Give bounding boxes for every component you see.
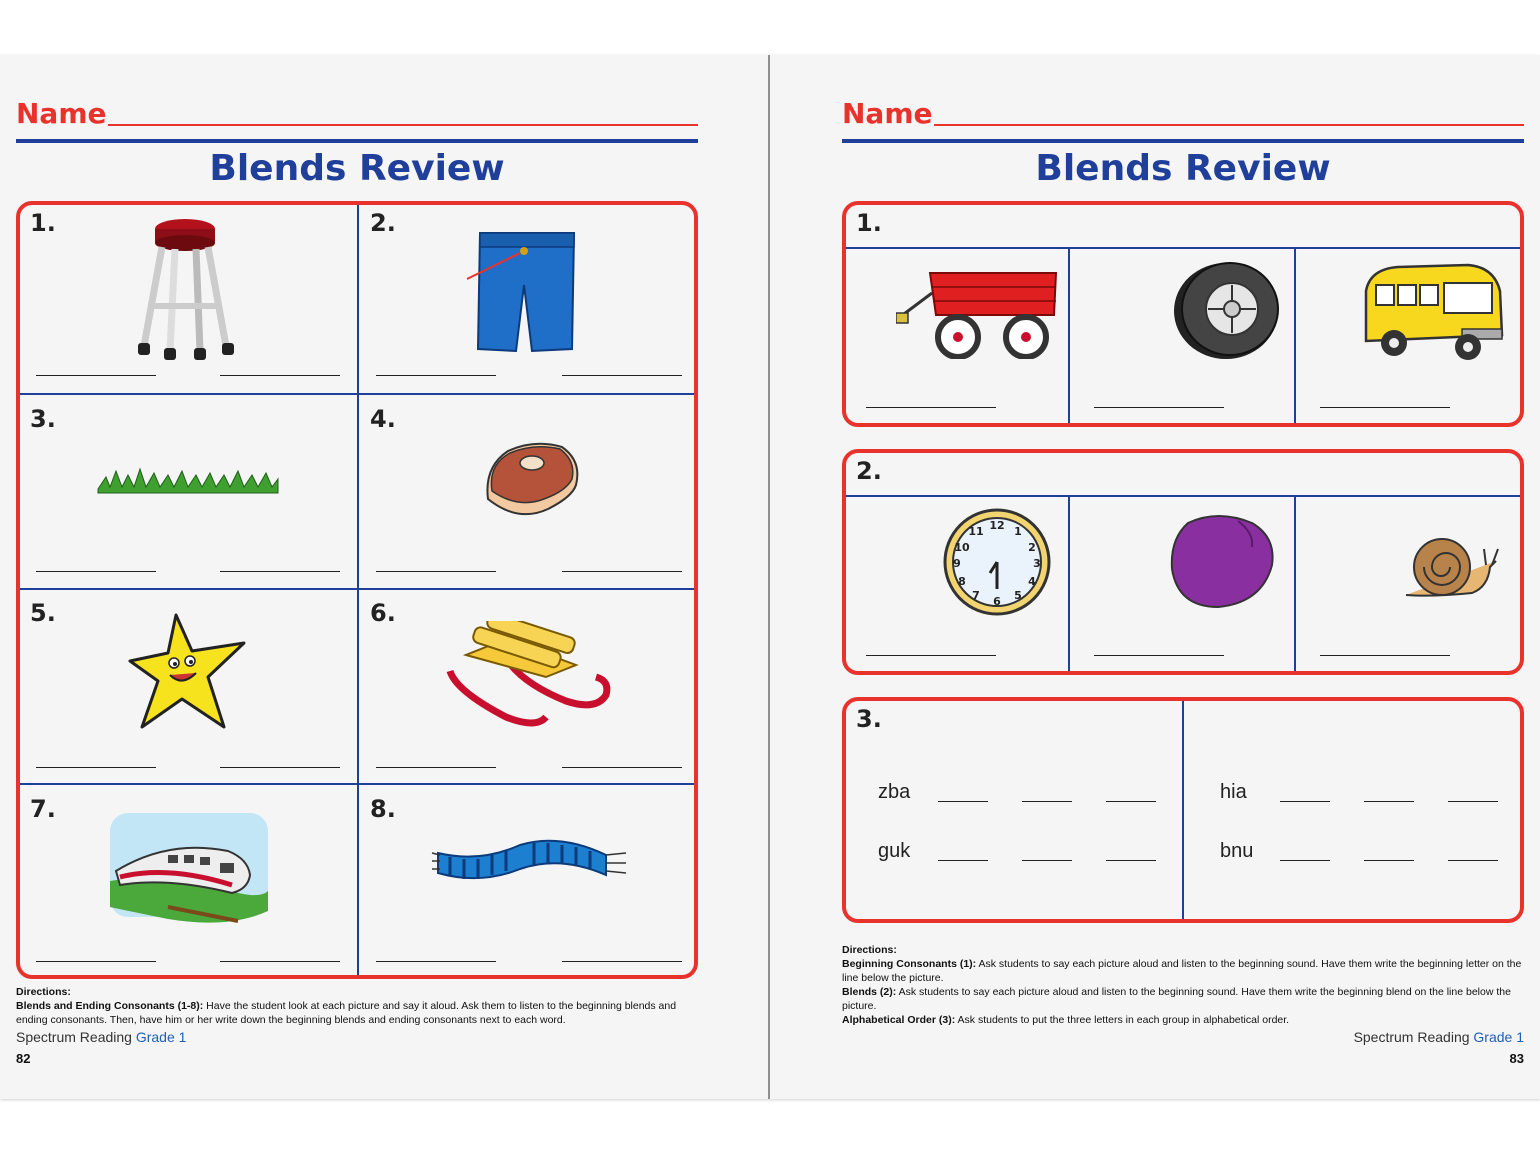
svg-text:3: 3 [1033,557,1041,570]
item-number: 5. [30,599,56,627]
letter-group: bnu [1220,840,1254,862]
svg-text:12: 12 [989,519,1005,532]
answer-line[interactable] [376,375,496,376]
answer-line[interactable] [36,571,156,572]
item-number: 6. [370,599,396,627]
answer-line[interactable] [562,961,682,962]
svg-text:9: 9 [953,557,961,570]
clock-icon [942,507,1052,617]
answer-line[interactable] [1320,655,1450,656]
name-write-line[interactable] [934,124,1524,126]
directions [842,943,1526,1027]
page-title: Blends Review [209,148,505,189]
section-divider [1294,247,1296,423]
page-number: 82 [16,1051,31,1066]
section-divider [1068,247,1070,423]
answer-line[interactable] [220,375,340,376]
answer-line[interactable] [1106,860,1156,861]
book-spread [0,55,1540,1099]
directions-text: Ask students to say each picture aloud and listen to the beginning sound. Have them write the beginning letter on the line below the picture. [842,958,1522,984]
directions-heading: Directions: [16,986,71,998]
sled-icon [446,621,612,731]
answer-line[interactable] [866,655,996,656]
svg-text:4: 4 [1028,575,1036,588]
letter-group: hia [1220,781,1247,803]
answer-line[interactable] [866,407,996,408]
answer-line[interactable] [36,961,156,962]
section-divider [1068,495,1070,671]
answer-line[interactable] [562,767,682,768]
answer-line[interactable] [1022,801,1072,802]
answer-line[interactable] [1094,407,1224,408]
footer [1354,1029,1524,1045]
answer-line[interactable] [1022,860,1072,861]
steak-icon [478,437,586,527]
answer-line[interactable] [220,961,340,962]
answer-line[interactable] [1280,860,1330,861]
answer-line[interactable] [1106,801,1156,802]
left-page [0,55,768,1099]
right-page [770,55,1540,1099]
worksheet-grid [16,201,698,979]
directions-label: Blends and Ending Consonants (1-8): [16,1000,204,1012]
svg-text:7: 7 [972,589,980,602]
section-number: 2. [856,457,882,485]
item-number: 2. [370,209,396,237]
footer-grade: Grade 1 [135,1029,187,1045]
name-row [842,99,1526,129]
svg-text:8: 8 [958,575,966,588]
footer-series: Spectrum Reading [16,1029,136,1045]
scarf-icon [430,835,630,895]
grid-divider [20,588,694,590]
name-row [16,99,700,129]
shorts-icon [462,225,582,355]
footer-series: Spectrum Reading [1353,1029,1474,1045]
stool-icon [130,211,240,361]
item-number: 4. [370,405,396,433]
grass-icon [96,465,280,495]
svg-text:6: 6 [993,595,1001,608]
name-label: Name [842,97,933,130]
answer-line[interactable] [1364,860,1414,861]
section-number: 3. [856,705,882,733]
letter-group: zba [878,781,911,803]
item-number: 8. [370,795,396,823]
answer-line[interactable] [220,571,340,572]
wagon-icon [896,263,1062,359]
header-rule [842,139,1524,143]
directions-label: Beginning Consonants (1): [842,958,977,970]
answer-line[interactable] [36,375,156,376]
section-divider [1294,495,1296,671]
answer-line[interactable] [376,961,496,962]
answer-line[interactable] [1094,655,1224,656]
directions-heading: Directions: [842,944,897,956]
page-title: Blends Review [1035,148,1331,189]
svg-text:2: 2 [1028,541,1036,554]
svg-text:11: 11 [968,525,984,538]
section-divider [846,495,1520,497]
answer-line[interactable] [562,571,682,572]
bus-icon [1358,261,1506,367]
directions-text: Ask students to put the three letters in each group in alphabetical order. [955,1014,1290,1026]
answer-line[interactable] [562,375,682,376]
svg-text:5: 5 [1014,589,1022,602]
section-number: 1. [856,209,882,237]
answer-line[interactable] [1448,860,1498,861]
page-number: 83 [1509,1051,1524,1066]
answer-line[interactable] [220,767,340,768]
snail-icon [1402,531,1502,603]
answer-line[interactable] [1280,801,1330,802]
answer-line[interactable] [1448,801,1498,802]
header-rule [16,139,698,143]
svg-text:1: 1 [1014,525,1022,538]
item-number: 7. [30,795,56,823]
grid-divider [357,205,359,975]
section-2-box [842,449,1524,675]
answer-line[interactable] [376,767,496,768]
letter-group: guk [878,840,911,862]
directions-text: Ask students to say each picture aloud and listen to the beginning sound. Have them write the beginning blend on the line below the picture. [842,986,1511,1012]
footer [16,1029,186,1045]
section-divider [1182,701,1184,919]
directions-label: Alphabetical Order (3): [842,1014,956,1026]
section-3-box [842,697,1524,923]
tire-icon [1166,259,1280,363]
answer-line[interactable] [938,860,988,861]
footer-grade: Grade 1 [1473,1029,1524,1045]
name-label: Name [16,97,107,130]
directions-text: Have the student look at each picture and say it aloud. Ask them to listen to the beginning blends and ending consonants. Then, have him or her write down the beginning blends and ending consonants next to each word. [16,1000,677,1026]
directions-label: Blends (2): [842,986,897,998]
answer-line[interactable] [1320,407,1450,408]
svg-text:10: 10 [954,541,970,554]
directions [16,985,706,1027]
item-number: 1. [30,209,56,237]
star-icon [126,611,250,735]
plum-icon [1168,513,1280,611]
grid-divider [20,783,694,785]
answer-line[interactable] [376,571,496,572]
answer-line[interactable] [938,801,988,802]
answer-line[interactable] [1364,801,1414,802]
answer-line[interactable] [36,767,156,768]
train-icon [108,811,270,929]
item-number: 3. [30,405,56,433]
section-1-box [842,201,1524,427]
grid-divider [20,393,694,395]
name-write-line[interactable] [108,124,698,126]
section-divider [846,247,1520,249]
